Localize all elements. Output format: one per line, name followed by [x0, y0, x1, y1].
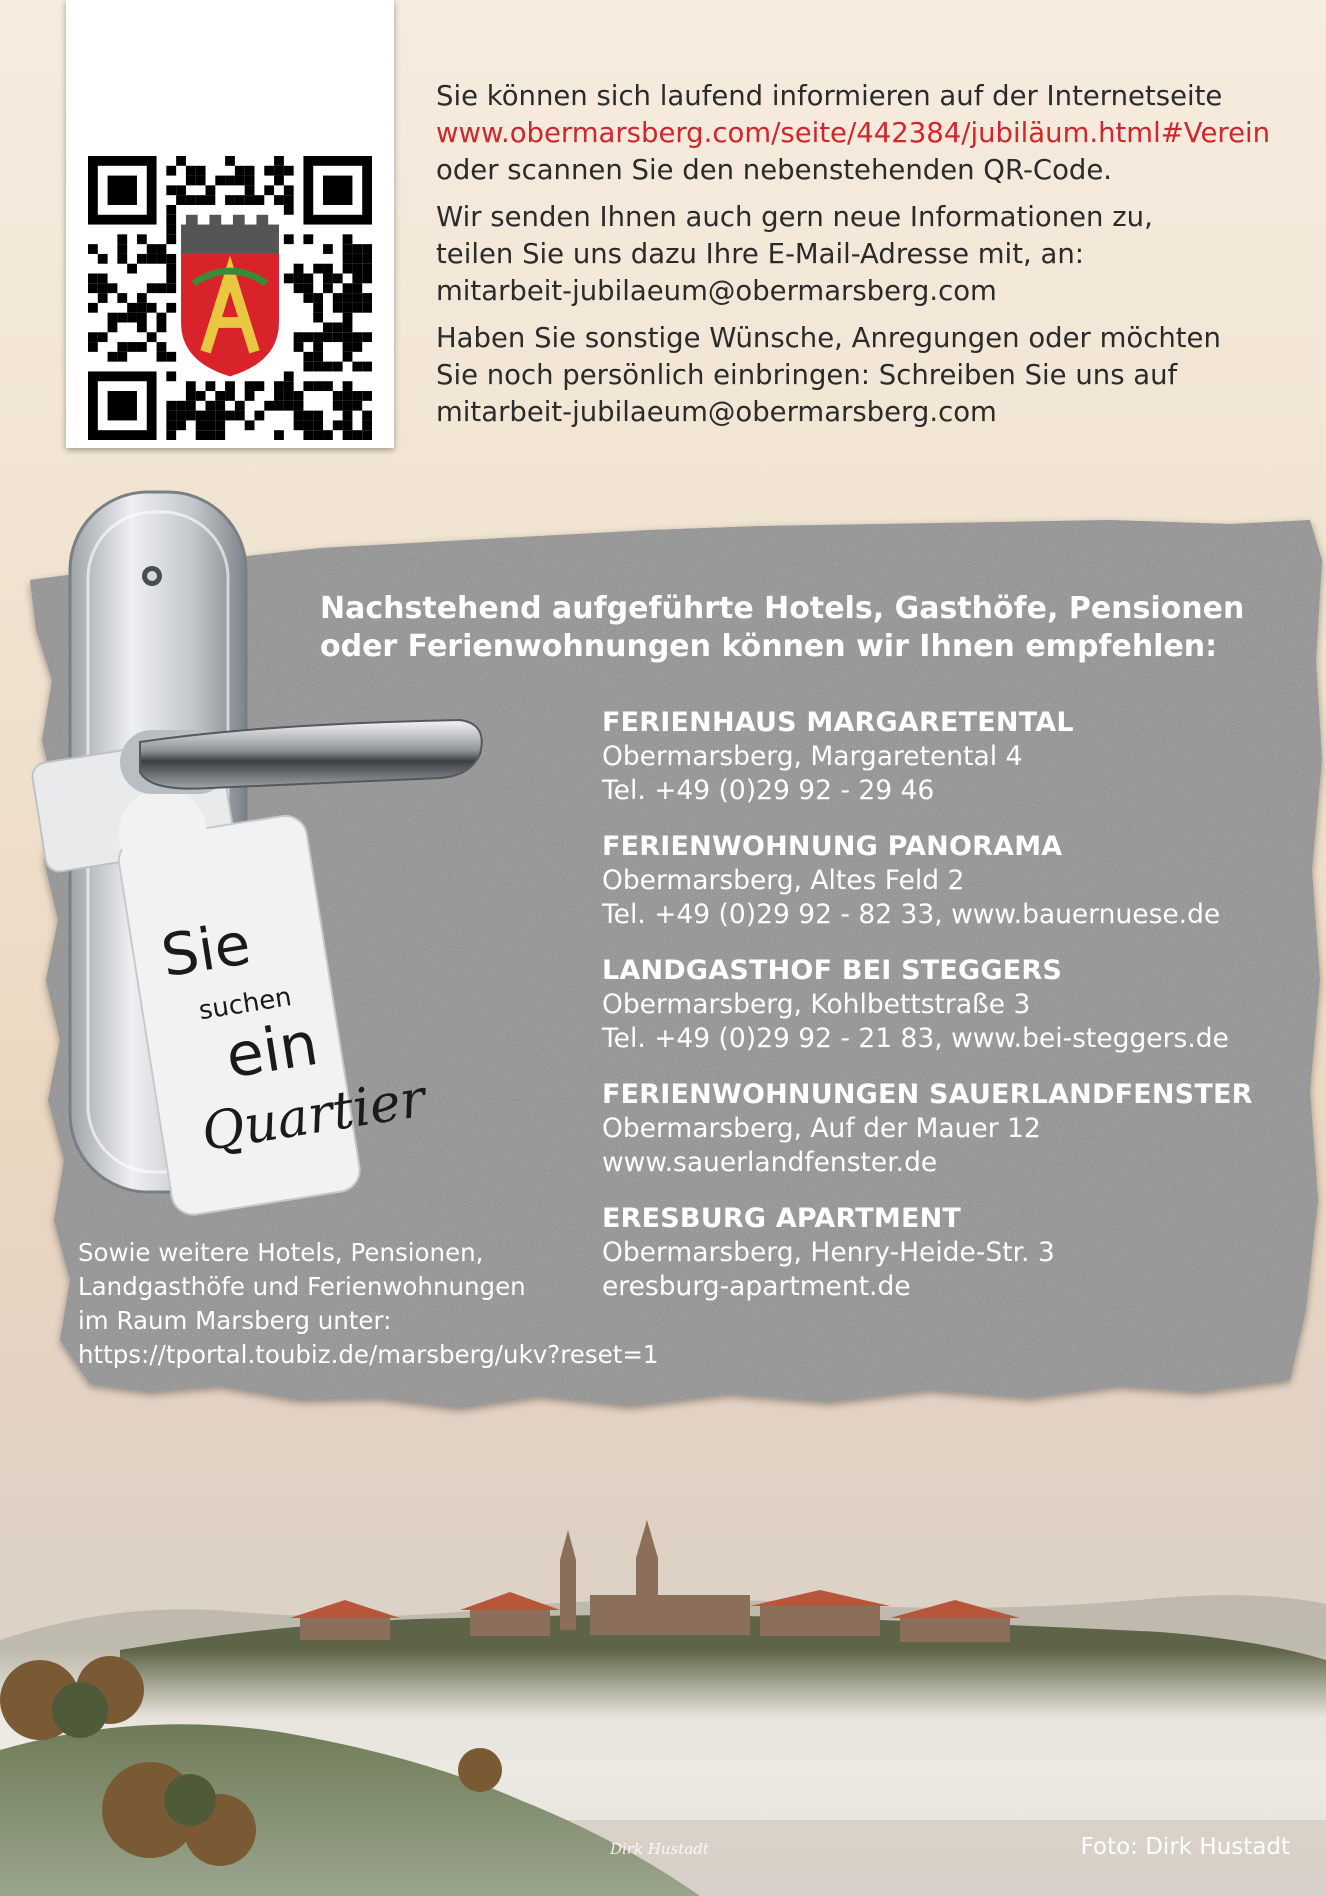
- hotel-name: LANDGASTHOF BEI STEGGERS: [602, 955, 1063, 986]
- hotel-contact[interactable]: Tel. +49 (0)29 92 - 21 83, www.bei-steggers.de: [602, 1023, 1229, 1054]
- hotel-address: Obermarsberg, Margaretental 4: [602, 741, 1023, 772]
- intro-line: Wir senden Ihnen auch gern neue Informationen zu,: [436, 201, 1153, 233]
- intro-paragraph-contact: [436, 320, 1296, 431]
- qr-card: [66, 0, 394, 448]
- hotel-list: [602, 706, 1302, 1326]
- list-item: [602, 954, 1302, 1056]
- website-link[interactable]: www.obermarsberg.com/seite/442384/jubiläum.html#Verein: [436, 117, 1271, 149]
- intro-paragraph-newsletter: [436, 199, 1296, 310]
- hotel-name: FERIENWOHNUNG PANORAMA: [602, 831, 1063, 862]
- hanger-word-ein: ein: [221, 1008, 323, 1093]
- hotel-contact: Tel. +49 (0)29 92 - 29 46: [602, 775, 935, 806]
- intro-line: Sie noch persönlich einbringen: Schreiben Sie uns auf: [436, 359, 1178, 391]
- email-link[interactable]: mitarbeit-jubilaeum@obermarsberg.com: [436, 275, 997, 307]
- more-accommodation-text: [78, 1236, 718, 1372]
- list-item: [602, 1078, 1302, 1180]
- photographer-signature: Dirk Hustadt: [610, 1840, 709, 1858]
- hanger-word-sie: Sie: [156, 909, 255, 991]
- intro-line: teilen Sie uns dazu Ihre E-Mail-Adresse mit, an:: [436, 238, 1085, 270]
- hotel-address: Obermarsberg, Kohlbettstraße 3: [602, 989, 1031, 1020]
- tportal-link[interactable]: https://tportal.toubiz.de/marsberg/ukv?reset=1: [78, 1340, 659, 1369]
- heading-line: Nachstehend aufgeführte Hotels, Gasthöfe, Pensionen: [320, 591, 1245, 626]
- email-link[interactable]: mitarbeit-jubilaeum@obermarsberg.com: [436, 396, 997, 428]
- intro-text: [436, 78, 1296, 441]
- hotel-address: Obermarsberg, Henry-Heide-Str. 3: [602, 1237, 1055, 1268]
- hotel-address: Obermarsberg, Auf der Mauer 12: [602, 1113, 1041, 1144]
- hanger-word-suchen: suchen: [196, 982, 294, 1027]
- list-item: [602, 830, 1302, 932]
- qr-code-icon[interactable]: [88, 156, 372, 440]
- intro-line: oder scannen Sie den nebenstehenden QR-Code.: [436, 154, 1113, 186]
- more-line: Landgasthöfe und Ferienwohnungen: [78, 1272, 526, 1301]
- list-item: [602, 706, 1302, 808]
- hotel-address: Obermarsberg, Altes Feld 2: [602, 865, 965, 896]
- hotel-name: FERIENWOHNUNGEN SAUERLANDFENSTER: [602, 1079, 1253, 1110]
- intro-paragraph-website: [436, 78, 1296, 189]
- hotel-website[interactable]: eresburg-apartment.de: [602, 1271, 911, 1302]
- intro-line: Haben Sie sonstige Wünsche, Anregungen oder möchten: [436, 322, 1221, 354]
- heading-line: oder Ferienwohnungen können wir Ihnen empfehlen:: [320, 629, 1218, 664]
- recommendations-heading: [320, 590, 1280, 666]
- more-line: im Raum Marsberg unter:: [78, 1306, 392, 1335]
- intro-line: Sie können sich laufend informieren auf der Internetseite: [436, 80, 1223, 112]
- hotel-name: ERESBURG APARTMENT: [602, 1203, 962, 1234]
- hotel-name: FERIENHAUS MARGARETENTAL: [602, 707, 1074, 738]
- photo-credit: Foto: Dirk Hustadt: [1080, 1834, 1290, 1860]
- hotel-website[interactable]: www.sauerlandfenster.de: [602, 1147, 938, 1178]
- more-line: Sowie weitere Hotels, Pensionen,: [78, 1238, 484, 1267]
- hotel-contact[interactable]: Tel. +49 (0)29 92 - 82 33, www.bauernuese.de: [602, 899, 1221, 930]
- coat-of-arms-icon: [181, 215, 279, 377]
- hanger-word-quartier: Quartier: [197, 1068, 430, 1164]
